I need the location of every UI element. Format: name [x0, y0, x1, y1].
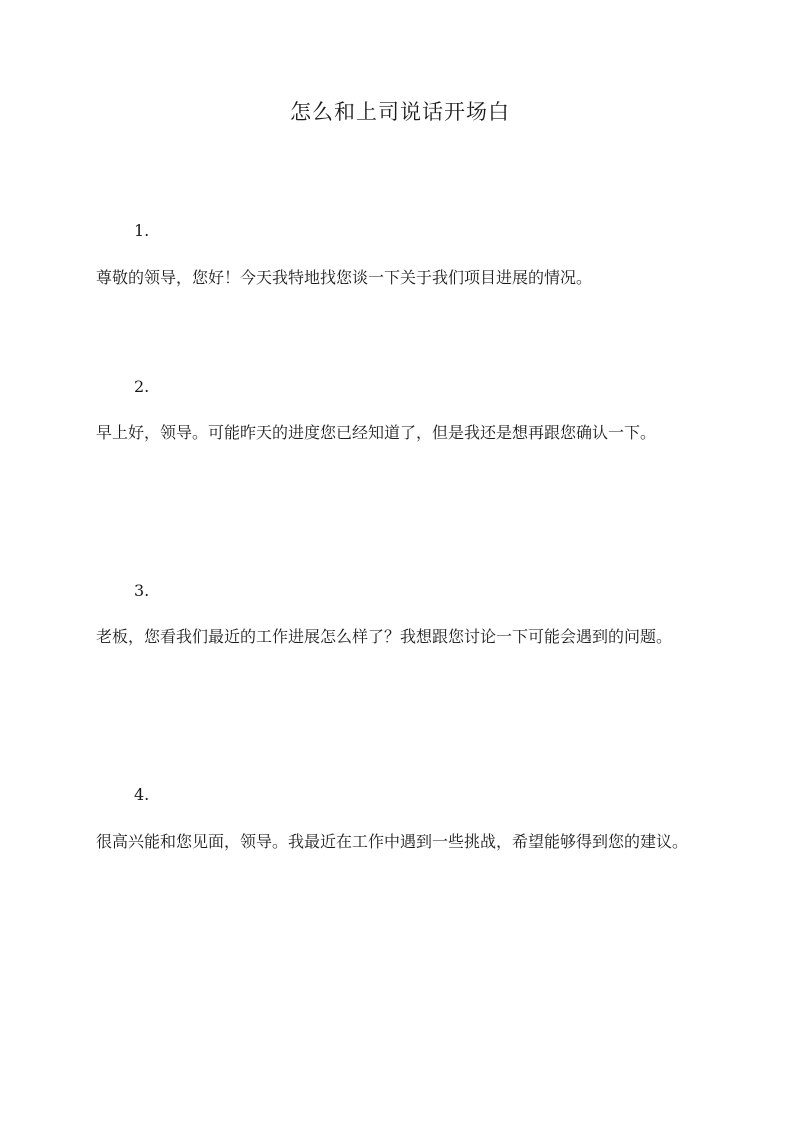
- item-number-2: 2.: [134, 377, 150, 396]
- item-number-1: 1.: [134, 221, 150, 240]
- item-number-4: 4.: [134, 785, 150, 804]
- item-text-2: 早上好，领导。可能昨天的进度您已经知道了，但是我还是想再跟您确认一下。: [96, 423, 657, 442]
- item-number-3: 3.: [134, 581, 150, 600]
- item-text-3: 老板，您看我们最近的工作进展怎么样了？我想跟您讨论一下可能会遇到的问题。: [96, 627, 673, 646]
- item-text-4: 很高兴能和您见面，领导。我最近在工作中遇到一些挑战，希望能够得到您的建议。: [96, 832, 689, 851]
- document-title: 怎么和上司说话开场白: [290, 100, 510, 124]
- item-text-1: 尊敬的领导，您好！今天我特地找您谈一下关于我们项目进展的情况。: [96, 268, 593, 287]
